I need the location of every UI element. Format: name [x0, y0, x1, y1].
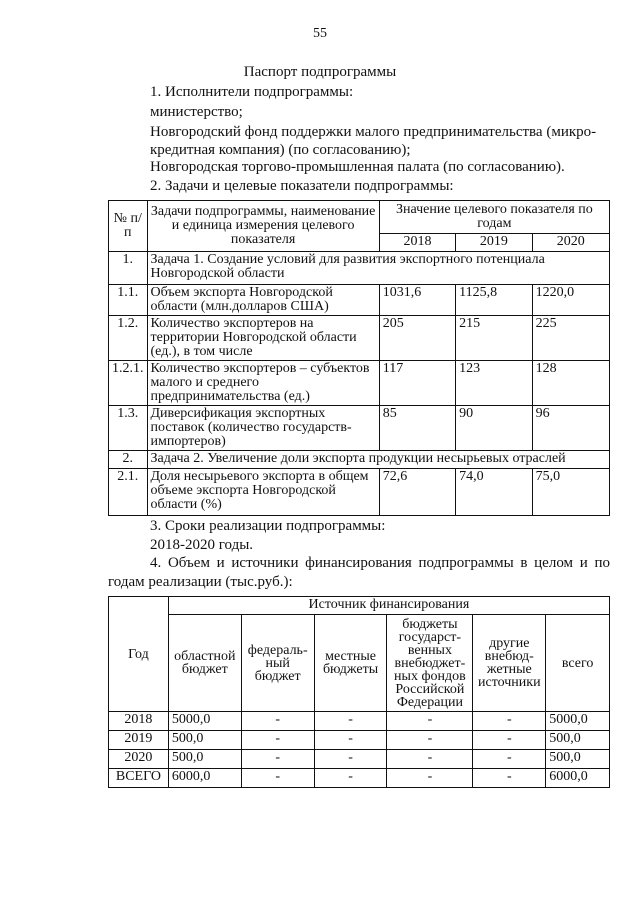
indicator-name: Доля несырьевого экспорта в общем объеме экспорта Новгородской области (%) — [147, 469, 379, 516]
period-text: 2018-2020 годы. — [150, 537, 254, 553]
cell-value: - — [241, 750, 314, 769]
header-year: Год — [109, 597, 169, 712]
executor-item: Новгородская торгово-промышленная палата (по согласованию). — [150, 159, 565, 175]
value-2019: 215 — [456, 316, 532, 361]
cell-value: - — [314, 712, 387, 731]
cell-value: - — [473, 769, 546, 788]
cell-value: - — [314, 750, 387, 769]
indicator-name: Количество экспортеров на территории Новгородской области (ед.), в том числе — [147, 316, 379, 361]
value-2018: 1031,6 — [379, 285, 455, 316]
value-2018: 85 — [379, 406, 455, 451]
source-header: местные бюджеты — [314, 615, 387, 712]
cell-value: - — [387, 731, 473, 750]
task-text: Задача 1. Создание условий для развития экспортного потенциала Новгородской области — [147, 252, 610, 285]
indicator-name: Объем экспорта Новгородской области (млн.долларов США) — [147, 285, 379, 316]
value-2018: 205 — [379, 316, 455, 361]
value-2018: 117 — [379, 361, 455, 406]
table-header-row — [109, 597, 610, 615]
page-number: 55 — [313, 26, 327, 41]
row-num: 1.2.1. — [109, 361, 148, 406]
cell-value: - — [241, 731, 314, 750]
year-header: 2020 — [532, 234, 609, 252]
table-row — [109, 712, 610, 731]
page-title: Паспорт подпрограммы — [243, 64, 397, 80]
row-num: 1.2. — [109, 316, 148, 361]
row-num: 1.1. — [109, 285, 148, 316]
cell-value: - — [387, 712, 473, 731]
section3-heading: 3. Сроки реализации подпрограммы: — [150, 518, 386, 534]
value-2018: 72,6 — [379, 469, 455, 516]
cell-value: - — [241, 712, 314, 731]
table-row — [109, 469, 610, 516]
table-row — [109, 406, 610, 451]
table-header-row — [109, 201, 610, 234]
table-row — [109, 285, 610, 316]
cell-value: 6000,0 — [168, 769, 241, 788]
section1-heading: 1. Исполнители подпрограммы: — [150, 84, 354, 100]
cell-value: - — [314, 769, 387, 788]
cell-total: 5000,0 — [546, 712, 610, 731]
value-2020: 96 — [532, 406, 609, 451]
cell-value: - — [387, 750, 473, 769]
table-row — [109, 750, 610, 769]
cell-total: 500,0 — [546, 731, 610, 750]
source-header: всего — [546, 615, 610, 712]
executor-item: кредитная компания) (по согласованию); — [150, 142, 411, 158]
table-row — [109, 769, 610, 788]
table-row — [109, 451, 610, 469]
value-2019: 74,0 — [456, 469, 532, 516]
row-num: 2. — [109, 451, 148, 469]
table-header-sources — [109, 615, 610, 712]
value-2020: 1220,0 — [532, 285, 609, 316]
cell-value: - — [241, 769, 314, 788]
header-source: Источник финансирования — [168, 597, 609, 615]
cell-value: - — [387, 769, 473, 788]
table-row — [109, 316, 610, 361]
cell-total: 6000,0 — [546, 769, 610, 788]
row-year: 2018 — [109, 712, 169, 731]
cell-value: - — [473, 731, 546, 750]
cell-value: - — [473, 712, 546, 731]
value-2020: 75,0 — [532, 469, 609, 516]
year-header: 2019 — [456, 234, 532, 252]
source-header: бюджеты государст-венных внебюджет-ных фондов Российской Федерации — [387, 615, 473, 712]
table-row — [109, 731, 610, 750]
task-text: Задача 2. Увеличение доли экспорта продукции несырьевых отраслей — [147, 451, 610, 469]
section2-heading: 2. Задачи и целевые показатели подпрограммы: — [150, 178, 454, 194]
cell-value: 500,0 — [168, 750, 241, 769]
source-header: областной бюджет — [168, 615, 241, 712]
value-2019: 1125,8 — [456, 285, 532, 316]
row-num: 1. — [109, 252, 148, 285]
cell-value: - — [473, 750, 546, 769]
executor-item: министерство; — [150, 104, 243, 120]
cell-total: 500,0 — [546, 750, 610, 769]
value-2019: 90 — [456, 406, 532, 451]
financing-table — [108, 596, 610, 788]
row-year: 2020 — [109, 750, 169, 769]
header-value: Значение целевого показателя по годам — [379, 201, 609, 234]
executor-item: Новгородский фонд поддержки малого предпринимательства (микро- — [150, 124, 597, 140]
value-2020: 128 — [532, 361, 609, 406]
header-num: № п/п — [109, 201, 148, 252]
year-header: 2018 — [379, 234, 455, 252]
table-row — [109, 252, 610, 285]
indicator-name: Диверсификация экспортных поставок (количество государств-импортеров) — [147, 406, 379, 451]
source-header: другие внебюд-жетные источники — [473, 615, 546, 712]
cell-value: 5000,0 — [168, 712, 241, 731]
targets-table — [108, 200, 610, 516]
row-num: 2.1. — [109, 469, 148, 516]
section4-heading-cont: годам реализации (тыс.руб.): — [108, 574, 293, 590]
section4-heading: 4. Объем и источники финансирования подпрограммы в целом и по — [150, 555, 610, 571]
row-num: 1.3. — [109, 406, 148, 451]
table-row — [109, 361, 610, 406]
row-year: ВСЕГО — [109, 769, 169, 788]
value-2020: 225 — [532, 316, 609, 361]
row-year: 2019 — [109, 731, 169, 750]
indicator-name: Количество экспортеров – субъектов малого и среднего предпринимательства (ед.) — [147, 361, 379, 406]
cell-value: 500,0 — [168, 731, 241, 750]
cell-value: - — [314, 731, 387, 750]
source-header: федераль-ный бюджет — [241, 615, 314, 712]
header-task: Задачи подпрограммы, наименование и единица измерения целевого показателя — [147, 201, 379, 252]
value-2019: 123 — [456, 361, 532, 406]
